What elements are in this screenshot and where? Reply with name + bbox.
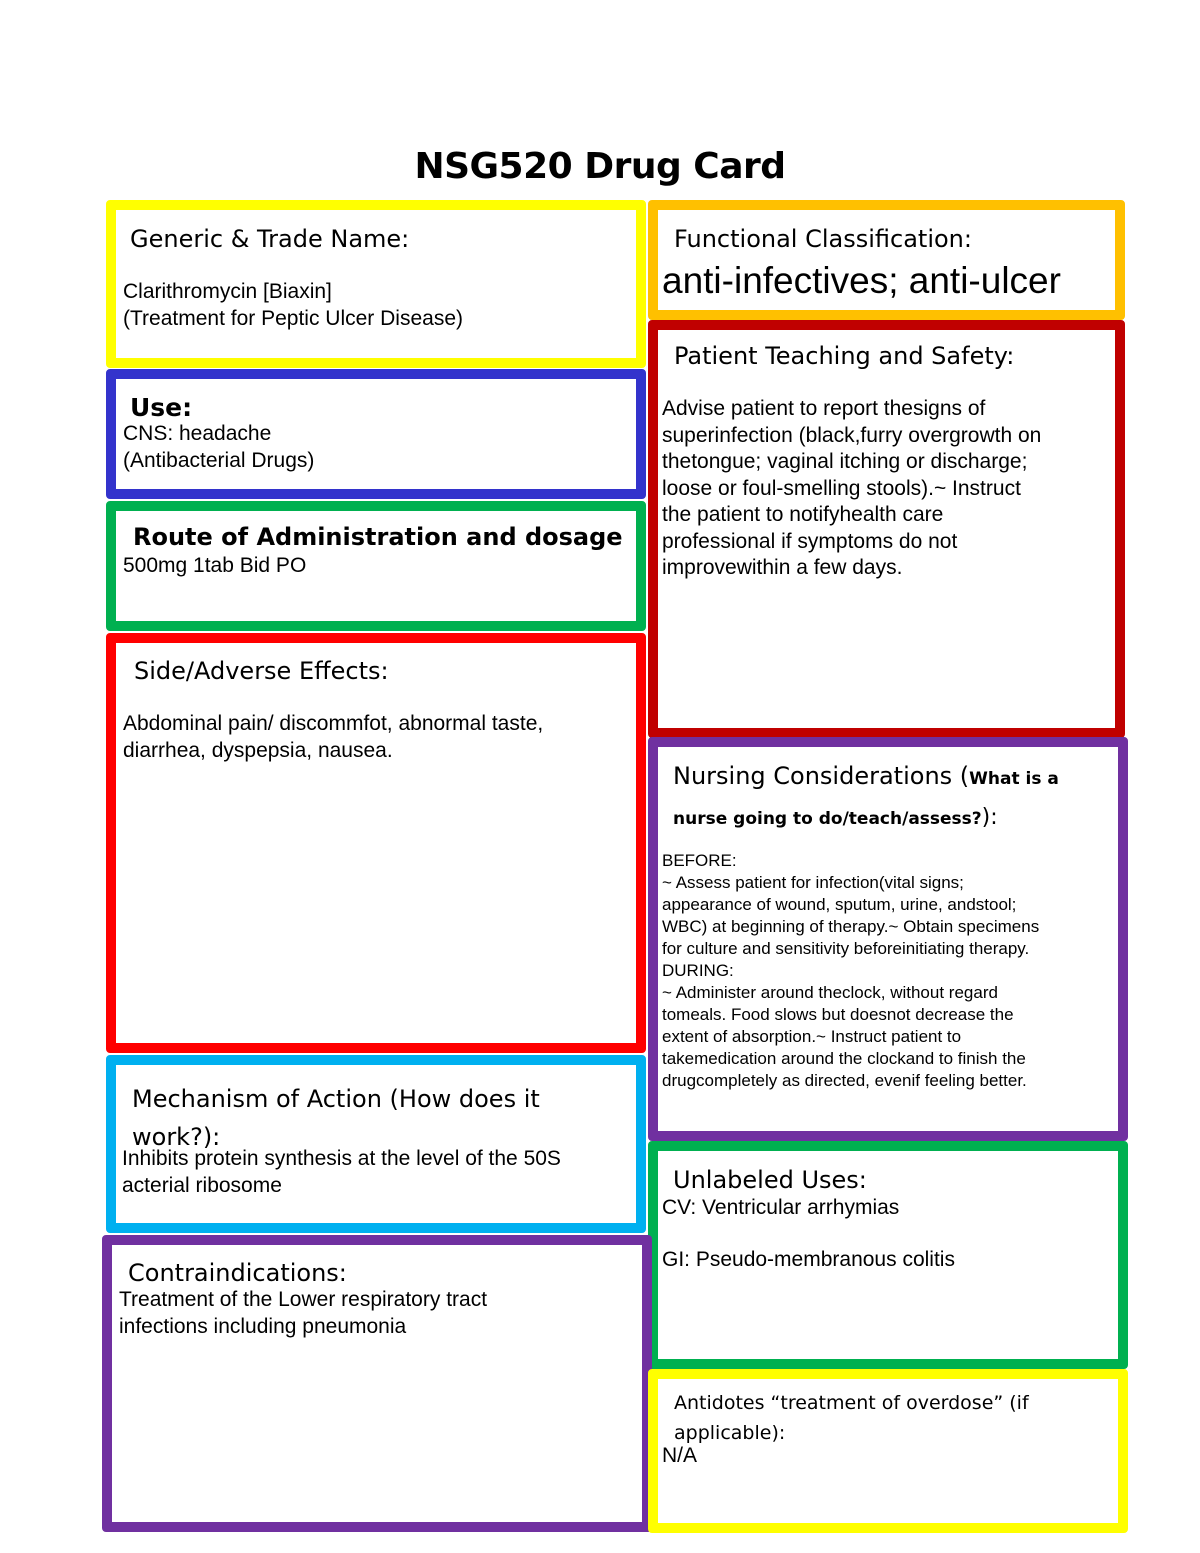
nursing-heading-bold: nurse going to do/teach/assess? <box>673 809 982 829</box>
use-heading: Use: <box>130 393 193 422</box>
contraindications-line: Treatment of the Lower respiratory tract <box>119 1288 488 1311</box>
patient-teaching-text <box>662 396 1041 582</box>
antidotes-heading-line: Antidotes “treatment of overdose” (if <box>674 1392 1029 1414</box>
side-effects-box <box>106 633 646 1053</box>
patient-teaching-line: improvewithin a few days. <box>662 556 903 579</box>
contraindications-text <box>119 1287 487 1340</box>
generic-trade-name-text <box>123 279 463 332</box>
generic-trade-name-line: Clarithromycin [Biaxin] <box>123 280 332 303</box>
nursing-line: ~ Assess patient for infection(vital signs; <box>662 873 964 892</box>
patient-teaching-line: professional if symptoms do not <box>662 529 958 553</box>
mechanism-heading <box>132 1080 540 1156</box>
nursing-considerations-heading-line2 <box>673 805 998 830</box>
generic-trade-name-line: (Treatment for Peptic Ulcer Disease) <box>123 306 463 330</box>
contraindications-heading: Contraindications: <box>128 1259 347 1287</box>
nursing-line: WBC) at beginning of therapy.~ Obtain specimens <box>662 917 1040 936</box>
mechanism-line: acterial ribosome <box>122 1173 282 1197</box>
nursing-heading-end: ): <box>981 805 998 830</box>
side-effects-line: Abdominal pain/ discommfot, abnormal taste, <box>123 712 544 735</box>
nursing-line: ~ Administer around theclock, without regard <box>662 983 998 1002</box>
patient-teaching-line: Advise patient to report thesigns of <box>662 397 986 420</box>
mechanism-heading-line: work?): <box>132 1123 221 1151</box>
use-text <box>123 421 314 474</box>
contraindications-line: infections including pneumonia <box>119 1314 407 1338</box>
antidotes-heading <box>674 1388 1029 1448</box>
nursing-considerations-text <box>662 850 1039 1092</box>
unlabeled-uses-line1: CV: Ventricular arrhymias <box>662 1196 900 1219</box>
antidotes-value: N/A <box>662 1444 698 1467</box>
side-effects-heading: Side/Adverse Effects: <box>134 657 389 685</box>
route-heading: Route of Administration and dosage <box>133 523 623 551</box>
nursing-line: drugcompletely as directed, evenif feeling better. <box>662 1071 1027 1090</box>
route-value: 500mg 1tab Bid PO <box>123 554 307 577</box>
patient-teaching-line: superinfection (black,furry overgrowth on <box>662 423 1042 447</box>
nursing-line: extent of absorption.~ Instruct patient to <box>662 1027 962 1046</box>
mechanism-heading-line: Mechanism of Action (How does it <box>132 1085 540 1113</box>
use-line: (Antibacterial Drugs) <box>123 448 315 472</box>
functional-classification-heading: Functional Classification: <box>674 225 972 253</box>
use-line: CNS: headache <box>123 422 272 445</box>
side-effects-text <box>123 711 543 764</box>
nursing-heading-main: Nursing Considerations ( <box>673 762 970 790</box>
page-title: NSG520 Drug Card <box>414 146 786 187</box>
nursing-line: BEFORE: <box>662 851 737 870</box>
side-effects-line: diarrhea, dyspepsia, nausea. <box>123 738 393 762</box>
unlabeled-uses-line2: GI: Pseudo-membranous colitis <box>662 1248 955 1271</box>
unlabeled-uses-heading: Unlabeled Uses: <box>673 1166 867 1194</box>
nursing-line: DURING: <box>662 961 734 980</box>
nursing-heading-bold: What is a <box>969 769 1059 789</box>
patient-teaching-line: thetongue; vaginal itching or discharge; <box>662 450 1028 473</box>
nursing-line: for culture and sensitivity beforeinitiating therapy. <box>662 939 1030 958</box>
nursing-line: takemedication around the clockand to finish the <box>662 1049 1026 1068</box>
nursing-line: tomeals. Food slows but doesnot decrease the <box>662 1005 1014 1024</box>
patient-teaching-line: the patient to notifyhealth care <box>662 503 944 526</box>
patient-teaching-heading: Patient Teaching and Safety: <box>674 342 1015 370</box>
nursing-considerations-heading <box>673 762 1059 791</box>
mechanism-line: Inhibits protein synthesis at the level of the 50S <box>122 1147 561 1170</box>
patient-teaching-line: loose or foul-smelling stools).~ Instruct <box>662 476 1021 500</box>
mechanism-text <box>122 1146 561 1199</box>
functional-classification-value: anti-infectives; anti-ulcer <box>662 260 1061 301</box>
antidotes-heading-line: applicable): <box>674 1422 786 1444</box>
generic-trade-name-heading: Generic & Trade Name: <box>130 225 410 253</box>
nursing-line: appearance of wound, sputum, urine, andstool; <box>662 895 1017 914</box>
